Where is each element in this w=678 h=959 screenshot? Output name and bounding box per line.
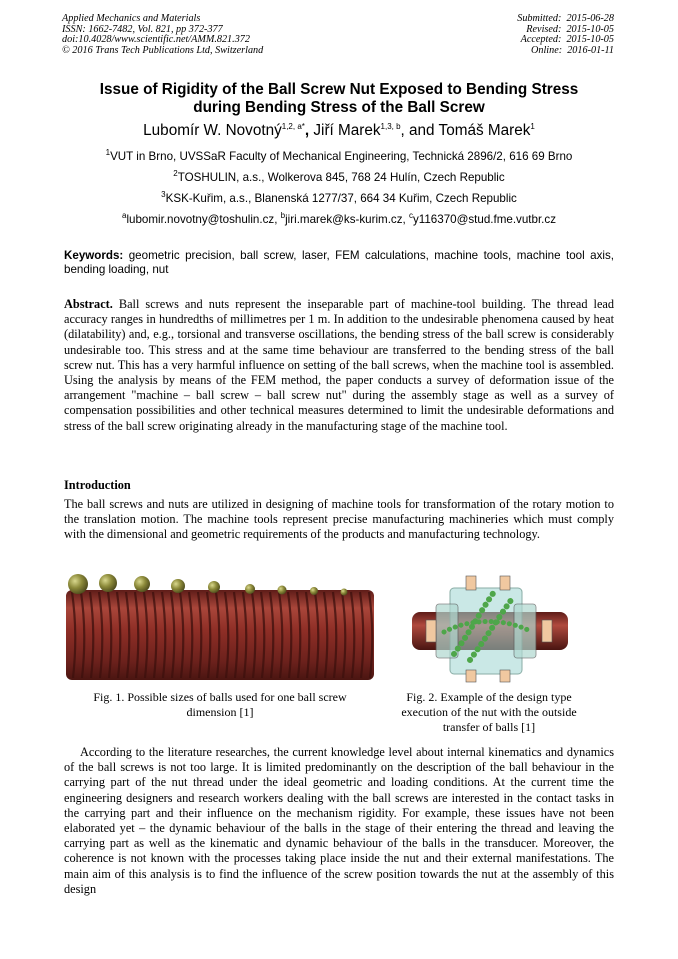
- ball: [341, 589, 348, 596]
- abstract: [64, 297, 614, 434]
- date-revised: Revised: 2015-10-05: [526, 23, 614, 35]
- email-c[interactable]: y116370@stud.fme.vutbr.cz: [412, 213, 556, 226]
- affiliation-3: $^3$KSK-Kuřim, a.s., Blanenská 1277/37, 664 34 Kuřim, Czech Republic: [161, 190, 517, 205]
- introduction-heading: Introduction: [64, 478, 131, 492]
- author-1-sup: 1,2, a*: [281, 121, 305, 131]
- author-2: Jiří Marek: [313, 122, 381, 139]
- journal-issn: ISSN: 1662-7482, Vol. 821, pp 372-377: [62, 23, 223, 35]
- ball: [99, 574, 117, 592]
- author-3-sup: 1: [530, 121, 535, 131]
- date-submitted: Submitted: 2015-06-28: [517, 13, 614, 24]
- author-list: Lubomír W. Novotný$^{1,2, a*}$, Jiří Marek$^{1,3, b}$, and Tomáš Marek$^1$: [143, 121, 535, 139]
- figure-1-ball-screw: [64, 572, 376, 684]
- author-2-sup: 1,3, b: [380, 121, 401, 131]
- abstract-label: Abstract.: [64, 297, 113, 311]
- keywords: [64, 249, 614, 277]
- title-line-1: Issue of Rigidity of the Ball Screw Nut Exposed to Bending Stress: [99, 81, 579, 98]
- ball: [171, 579, 185, 593]
- abstract-text: Ball screws and nuts represent the inseparable part of machine-tool building. The thread lead accuracy ranges in hundredths of millimetres per 1 m. In addition to the undesirable phenomena caused by heat (dilatability) and, e.g., torsional and transverse oscillations, the bending stress of the ball screw is considerably undesirable too. This stress and at the same time behaviour are transferred to the bending stress of the ball screw nut. This has a very harmful influence on setting of the ball screws, when the machine tool is assembled. Using the analysis by means of the FEM method, the paper conducts a survey of deformation issue of the arrangement "machine – ball screw – ball screw nut" during the assembly stage as well as a survey of compensation possibilities and other technical measures determined to limit the undesirable deformations and stress of the ball screw originating already in the manufacturing stage of the machine tool.: [64, 297, 615, 433]
- keywords-label: Keywords:: [64, 249, 124, 262]
- journal-info: [62, 14, 263, 56]
- journal-name: Applied Mechanics and Materials: [62, 13, 201, 24]
- title-line-2: during Bending Stress of the Ball Screw: [193, 99, 485, 116]
- email-a[interactable]: lubomir.novotny@toshulin.cz,: [126, 213, 278, 226]
- ball: [245, 584, 255, 594]
- email-b[interactable]: jiri.marek@ks-kurim.cz,: [285, 213, 406, 226]
- ball: [208, 581, 220, 593]
- introduction-paragraph: The ball screws and nuts are utilized in designing of machine tools for transformation of the rotary motion to the translation motion. The machine tools represent precise manufacturing machineries which must comply with the dimensional and geometric requirements of the products and manufacturing technology.: [64, 497, 614, 542]
- keywords-text: geometric precision, ball screw, laser, FEM calculations, machine tools, machine tool axis, bending loading, nut: [64, 249, 614, 277]
- author-1: Lubomír W. Novotný: [143, 122, 282, 139]
- ball: [278, 586, 287, 595]
- body-paragraph: According to the literature researches, the current knowledge level about internal kinematics and dynamics of the ball screws is not too large. It is limited predominantly on the description of the ball behaviour in the carrying part of the nut thread under the ideal geometric and loading conditions. At the current time the engineering designers and research workers dealing with the ball screws are interested in the contact tasks in the carrying part and their influence on the mechanism rigidity. For example, these issues have not been elaborated yet – the dynamic behaviour of the balls in the stage of their entering the thread and leaving the carrying part as well as the kinematic and dynamic behaviour of the balls in the transducer. Moreover, the coherence is not known with the processes taking place inside the nut and their external manifestations. The main aim of this analysis is to find the influence of the screw position towards the nut at the assembly of this design: [64, 745, 614, 896]
- figure-1-caption: Fig. 1. Possible sizes of balls used for one ball screw dimension [1]: [93, 690, 347, 719]
- author-emails: $^a$lubomir.novotny@toshulin.cz, $^b$jiri.marek@ks-kurim.cz, $^c$y116370@stud.fme.vutbr.cz: [122, 211, 556, 226]
- ball: [68, 574, 88, 594]
- affiliation-1: $^1$VUT in Brno, UVSSaR Faculty of Mechanical Engineering, Technická 2896/2, 616 69 Brno: [105, 148, 573, 163]
- affiliation-2: $^2$TOSHULIN, a.s., Wolkerova 845, 768 24 Hulín, Czech Republic: [173, 169, 505, 184]
- ball: [310, 587, 318, 595]
- date-online: Online: 2016-01-11: [531, 44, 614, 56]
- paper-title: [60, 81, 618, 117]
- figure-2-ball-screw-nut: [410, 572, 570, 684]
- submission-dates: [517, 14, 614, 56]
- journal-doi: doi:10.4028/www.scientific.net/AMM.821.372: [62, 34, 250, 46]
- figure-2-caption: Fig. 2. Example of the design type execution of the nut with the outside transfer of balls [1]: [401, 690, 577, 734]
- journal-copyright: © 2016 Trans Tech Publications Ltd, Switzerland: [62, 44, 264, 56]
- author-3: and Tomáš Marek: [409, 122, 531, 139]
- ball: [134, 576, 150, 592]
- date-accepted: Accepted: 2015-10-05: [520, 34, 614, 46]
